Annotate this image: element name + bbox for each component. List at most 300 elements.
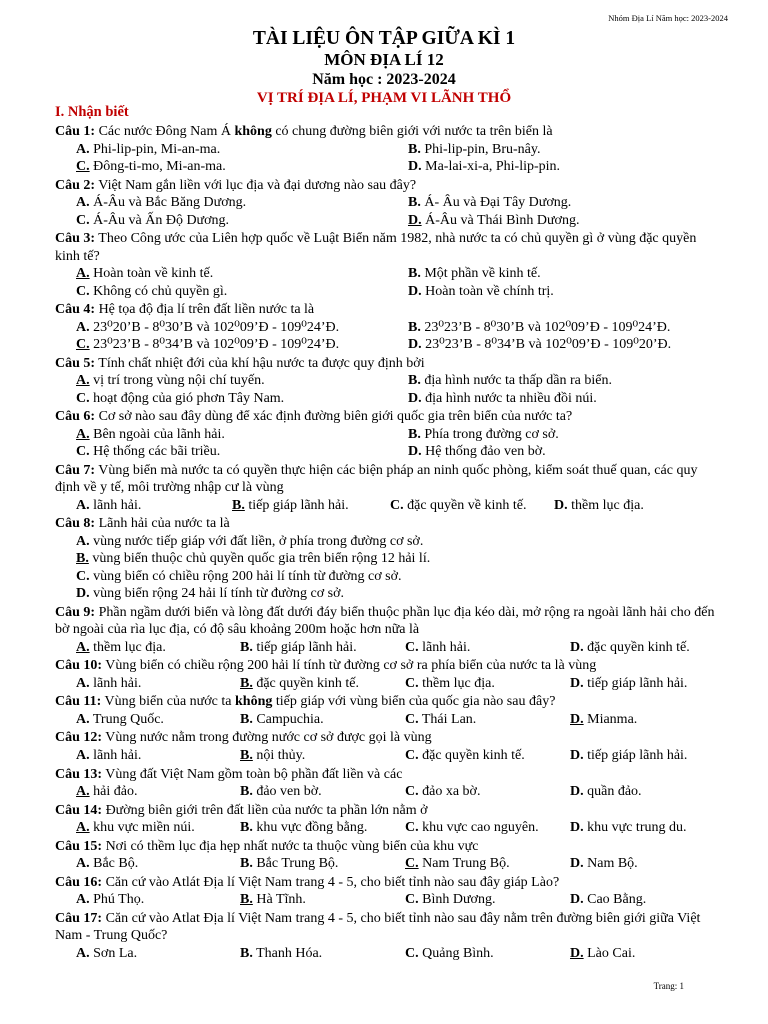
correct-option-letter: A. [76, 373, 90, 389]
answer-options [55, 945, 717, 962]
answer-option [240, 945, 405, 962]
answer-options [55, 194, 717, 229]
option-text: tiếp giáp lãnh hải. [583, 675, 688, 691]
answer-option [76, 819, 240, 836]
question-text: Việt Nam gắn liền với lục địa và đại dương nào sau đây? [95, 177, 417, 193]
option-letter: B. [240, 711, 253, 727]
option-text: Ma-lai-xi-a, Phi-lip-pin. [421, 159, 561, 175]
option-letter: D. [570, 820, 584, 836]
correct-option-letter: D. [570, 711, 584, 727]
option-letter: B. [240, 820, 253, 836]
answer-option [408, 336, 738, 353]
option-text: địa hình nước ta nhiều đồi núi. [421, 390, 597, 406]
option-text: 23⁰23’B - 8⁰34’B và 102⁰09’Đ - 109⁰24’Đ. [89, 337, 340, 353]
option-text: thềm lục địa. [89, 639, 166, 655]
correct-option-letter: A. [76, 784, 90, 799]
option-letter: A. [76, 675, 90, 691]
answer-option [570, 675, 738, 692]
answer-option [405, 711, 570, 728]
answer-option [570, 639, 738, 656]
question-stem [55, 693, 717, 710]
answer-option [408, 212, 738, 229]
option-letter: D. [570, 747, 584, 763]
question-text: Theo Công ước của Liên hợp quốc về Luật Biển năm 1982, nhà nước ta có chủ quyền gì ở vùng đặc quyền kinh tế? [55, 231, 697, 264]
question-number: Câu 17: [55, 911, 103, 927]
correct-option-letter: B. [240, 747, 253, 763]
option-letter: B. [408, 195, 421, 211]
option-text: 23⁰20’B - 8⁰30’B và 102⁰09’Đ - 109⁰24’Đ. [89, 319, 340, 335]
correct-option-letter: B. [76, 551, 89, 567]
option-letter: C. [76, 568, 90, 584]
question [55, 462, 717, 514]
option-text: đảo xa bờ. [418, 784, 481, 799]
option-letter: C. [76, 444, 90, 460]
option-letter: A. [76, 945, 90, 961]
option-letter: C. [76, 212, 90, 228]
answer-options [55, 639, 717, 656]
school-year: Năm học : 2023-2024 [312, 71, 456, 88]
option-text: Đông-ti-mo, Mi-an-ma. [89, 159, 226, 175]
option-letter: B. [408, 426, 421, 442]
option-letter: D. [570, 892, 584, 908]
answer-option [240, 891, 405, 908]
option-text: vùng biển có chiều rộng 200 hải lí tính từ đường cơ sở. [89, 568, 402, 584]
answer-option [570, 783, 738, 800]
option-text: Hệ thống đảo ven bờ. [421, 444, 546, 460]
question-stem [55, 515, 717, 532]
option-text: Một phần về kinh tế. [420, 266, 541, 282]
question-text: Nơi có thềm lục địa hẹp nhất nước ta thuộc vùng biển của khu vực [102, 838, 479, 854]
answer-option [408, 443, 738, 460]
option-letter: A. [76, 533, 90, 549]
option-letter: D. [408, 159, 422, 175]
option-text: Phía trong đường cơ sở. [420, 426, 559, 442]
answer-option [76, 891, 240, 908]
answer-options [55, 319, 717, 354]
option-text: Phi-lip-pin, Bru-nây. [420, 141, 541, 157]
option-text: Campuchia. [252, 711, 324, 727]
answer-option [76, 945, 240, 962]
answer-option [405, 675, 570, 692]
option-letter: D. [408, 283, 422, 299]
option-text: khu vực đồng bằng. [252, 820, 368, 836]
question-stem [55, 802, 717, 819]
question [55, 355, 717, 407]
option-letter: D. [570, 784, 584, 799]
question-text: Căn cứ vào Atlát Địa lí Việt Nam trang 4 - 5, cho biết tỉnh nào sau đây giáp Lào? [102, 874, 560, 890]
question-stem [55, 123, 717, 140]
answer-option [76, 783, 240, 800]
answer-option [570, 945, 738, 962]
question [55, 729, 717, 764]
answer-options [55, 891, 717, 908]
option-text: Phi-lip-pin, Mi-an-ma. [89, 141, 221, 157]
option-letter: B. [408, 319, 421, 335]
option-text: Bình Dương. [418, 892, 496, 908]
question-stem [55, 729, 717, 746]
answer-option [76, 443, 408, 460]
question-text: Căn cứ vào Atlat Địa lí Việt Nam trang 4 - 5, cho biết tỉnh nào sau đây nằm trên đường biên giới giữa Việt Nam - Trung Quốc? [55, 911, 701, 944]
option-letter: B. [408, 141, 421, 157]
document-title: TÀI LIỆU ÔN TẬP GIỮA KÌ 1 [252, 28, 516, 49]
option-text: Thái Lan. [418, 711, 477, 727]
question-number: Câu 7: [55, 462, 96, 478]
answer-options [55, 533, 717, 603]
option-text: địa hình nước ta thấp dần ra biển. [420, 373, 612, 389]
option-letter: B. [408, 266, 421, 282]
answer-option [76, 747, 240, 764]
answer-option [408, 141, 738, 158]
question [55, 408, 717, 460]
option-text: Thanh Hóa. [252, 945, 323, 961]
answer-options [55, 747, 717, 764]
option-text: khu vực cao nguyên. [418, 820, 539, 836]
answer-option [405, 891, 570, 908]
answer-option [232, 497, 390, 514]
question-emphasis: không [235, 694, 273, 710]
answer-option [76, 319, 408, 336]
option-letter: B. [240, 856, 253, 872]
question [55, 230, 717, 300]
option-letter: C. [405, 892, 419, 908]
option-text: 23⁰23’B - 8⁰30’B và 102⁰09’Đ - 109⁰24’Đ. [420, 319, 671, 335]
correct-option-letter: C. [76, 159, 90, 175]
question-stem [55, 301, 717, 318]
option-text: Á- Âu và Đại Tây Dương. [420, 195, 572, 211]
option-letter: C. [405, 820, 419, 836]
question-text: Đường biên giới trên đất liền của nước ta phần lớn nằm ở [102, 802, 428, 818]
question-stem [55, 177, 717, 194]
question-number: Câu 3: [55, 231, 96, 247]
correct-option-letter: B. [240, 675, 253, 691]
question-number: Câu 10: [55, 658, 103, 674]
option-text: Bắc Bộ. [89, 856, 139, 872]
option-letter: D. [76, 586, 90, 602]
answer-option [76, 675, 240, 692]
option-text: Á-Âu và Bắc Băng Dương. [89, 195, 247, 211]
answer-option [240, 639, 405, 656]
option-text: khu vực trung du. [583, 820, 687, 836]
option-letter: A. [76, 711, 90, 727]
option-text: lãnh hải. [89, 747, 142, 763]
question-text: Vùng nước nằm trong đường nước cơ sở được gọi là vùng [102, 730, 432, 746]
page-header: Nhóm Địa Lí Năm học: 2023-2024 [608, 13, 728, 23]
answer-option [76, 141, 408, 158]
question [55, 301, 717, 353]
option-letter: C. [405, 945, 419, 961]
option-text: Hệ thống các bãi triều. [89, 444, 221, 460]
option-text: Quảng Bình. [418, 945, 494, 961]
answer-option [76, 855, 240, 872]
topic-title: VỊ TRÍ ĐỊA LÍ, PHẠM VI LÃNH THỔ [256, 90, 512, 106]
question-stem [55, 604, 717, 639]
answer-option [76, 711, 240, 728]
question-text: Vùng biển có chiều rộng 200 hải lí tính từ đường cơ sở ra phía biển của nước ta là vùng [102, 658, 597, 674]
option-letter: A. [76, 747, 90, 763]
option-text: Bắc Trung Bộ. [252, 856, 339, 872]
correct-option-letter: B. [232, 497, 245, 513]
answer-option [76, 212, 408, 229]
answer-option [76, 639, 240, 656]
answer-option [408, 319, 738, 336]
answer-option [240, 711, 405, 728]
question-text: có chung đường biên giới với nước ta trên biển là [271, 124, 553, 140]
question-number: Câu 13: [55, 766, 103, 782]
answer-option [240, 675, 405, 692]
option-text: tiếp giáp lãnh hải. [244, 497, 349, 513]
question-stem [55, 657, 717, 674]
question-stem [55, 838, 717, 855]
answer-option [76, 390, 408, 407]
option-text: đặc quyền kinh tế. [418, 747, 525, 763]
question-number: Câu 5: [55, 355, 96, 371]
option-letter: D. [570, 639, 584, 655]
answer-option [240, 855, 405, 872]
question-stem [55, 874, 717, 891]
question [55, 874, 717, 909]
answer-option [408, 194, 738, 211]
option-text: Trung Quốc. [89, 711, 164, 727]
question-text: Vùng đất Việt Nam gồm toàn bộ phần đất liền và các [102, 766, 403, 782]
option-text: lãnh hải. [418, 639, 471, 655]
option-letter: C. [405, 639, 419, 655]
option-letter: D. [554, 497, 568, 513]
option-letter: C. [76, 283, 90, 299]
answer-option [76, 194, 408, 211]
option-text: Hoàn toàn về kinh tế. [89, 266, 214, 282]
answer-option [408, 265, 738, 282]
question-list [55, 104, 717, 962]
answer-options [55, 497, 717, 514]
answer-options [55, 819, 717, 836]
question-text: Tính chất nhiệt đới của khí hậu nước ta được quy định bởi [95, 355, 425, 371]
question-number: Câu 9: [55, 604, 96, 620]
answer-option [76, 533, 717, 550]
question [55, 515, 717, 602]
option-text: quần đảo. [583, 784, 642, 799]
option-letter: B. [240, 784, 253, 799]
option-text: khu vực miền núi. [89, 820, 195, 836]
option-text: thềm lục địa. [418, 675, 495, 691]
answer-option [570, 711, 738, 728]
option-text: Phú Thọ. [89, 892, 145, 908]
question-text: Vùng biển mà nước ta có quyền thực hiện các biện pháp an ninh quốc phòng, kiểm soát thuế quan, các quy định về y tế, môi trường nhập cư là vùng [55, 462, 698, 496]
question-number: Câu 15: [55, 838, 103, 854]
option-letter: C. [390, 497, 404, 513]
correct-option-letter: D. [570, 945, 584, 961]
option-text: Á-Âu và Ấn Độ Dương. [89, 212, 230, 228]
question [55, 693, 717, 728]
option-text: đặc quyền kinh tế. [252, 675, 359, 691]
option-letter: C. [76, 390, 90, 406]
answer-option [570, 747, 738, 764]
option-text: đặc quyền về kinh tế. [403, 497, 527, 513]
option-letter: C. [405, 784, 419, 799]
document-titles [0, 28, 768, 108]
correct-option-letter: A. [76, 426, 90, 442]
answer-option [76, 265, 408, 282]
option-text: Cao Bằng. [583, 892, 647, 908]
option-letter: C. [405, 711, 419, 727]
option-text: Không có chủ quyền gì. [89, 283, 228, 299]
answer-option [240, 783, 405, 800]
option-letter: A. [76, 141, 90, 157]
option-text: Mianma. [583, 711, 638, 727]
question [55, 838, 717, 873]
option-text: tiếp giáp lãnh hải. [252, 639, 357, 655]
answer-option [408, 390, 738, 407]
question-text: Phần ngầm dưới biển và lòng đất dưới đáy biển thuộc phần lục địa kéo dài, mở rộng ra ngoài lãnh hải cho đến bờ ngoài của rìa lục địa, có độ sâu khoảng 200m hoặc hơn nữa là [55, 604, 715, 638]
answer-option [76, 158, 408, 175]
answer-option [405, 855, 570, 872]
option-text: vùng biển rộng 24 hải lí tính từ đường cơ sở. [89, 586, 344, 602]
answer-options [55, 711, 717, 728]
option-text: lãnh hải. [89, 675, 142, 691]
option-text: 23⁰23’B - 8⁰34’B và 102⁰09’Đ - 109⁰20’Đ. [421, 337, 672, 353]
answer-option [390, 497, 554, 514]
option-text: Á-Âu và Thái Bình Dương. [421, 212, 580, 228]
option-letter: D. [570, 675, 584, 691]
question [55, 802, 717, 837]
option-text: Bên ngoài của lãnh hải. [89, 426, 225, 442]
option-text: Sơn La. [89, 945, 138, 961]
question-stem [55, 230, 717, 265]
question-number: Câu 4: [55, 302, 96, 318]
answer-option [76, 550, 717, 567]
question-text: Cơ sở nào sau đây dùng để xác định đường biên giới quốc gia trên biển của nước ta? [95, 409, 573, 425]
answer-options [55, 141, 717, 176]
option-letter: D. [570, 856, 584, 872]
answer-option [405, 747, 570, 764]
answer-option [76, 372, 408, 389]
option-text: thềm lục địa. [567, 497, 644, 513]
answer-option [408, 372, 738, 389]
question-text: Các nước Đông Nam Á [95, 124, 235, 140]
question-text: Hệ tọa độ địa lí trên đất liền nước ta là [95, 302, 315, 318]
question-stem [55, 462, 717, 497]
option-text: lãnh hải. [89, 497, 142, 513]
answer-option [76, 497, 232, 514]
option-text: vùng nước tiếp giáp với đất liền, ở phía trong đường cơ sở. [89, 533, 424, 549]
answer-option [76, 568, 717, 585]
option-letter: D. [408, 337, 422, 353]
correct-option-letter: D. [408, 212, 422, 228]
answer-options [55, 783, 717, 800]
question [55, 910, 717, 962]
question [55, 177, 717, 229]
option-text: hải đảo. [89, 784, 138, 799]
answer-option [408, 283, 738, 300]
question-stem [55, 408, 717, 425]
option-text: Hoàn toàn về chính trị. [421, 283, 554, 299]
option-text: Nam Trung Bộ. [418, 856, 510, 872]
option-text: Hà Tĩnh. [252, 892, 306, 908]
option-letter: D. [408, 444, 422, 460]
question [55, 766, 717, 801]
answer-option [405, 819, 570, 836]
answer-options [55, 675, 717, 692]
correct-option-letter: A. [76, 639, 90, 655]
option-text: vị trí trong vùng nội chí tuyến. [89, 373, 265, 389]
option-text: Nam Bộ. [583, 856, 638, 872]
answer-option [405, 783, 570, 800]
question-number: Câu 2: [55, 177, 96, 193]
question-number: Câu 12: [55, 730, 103, 746]
option-letter: A. [76, 319, 90, 335]
question [55, 604, 717, 656]
answer-option [240, 819, 405, 836]
option-text: tiếp giáp lãnh hải. [583, 747, 688, 763]
option-text: hoạt động của gió phơn Tây Nam. [89, 390, 285, 406]
answer-option [76, 283, 408, 300]
question-text: tiếp giáp với vùng biển của quốc gia nào sau đây? [272, 694, 556, 710]
option-text: nội thủy. [252, 747, 306, 763]
answer-option [570, 819, 738, 836]
question-stem [55, 766, 717, 783]
question-text: Vùng biển của nước ta [101, 694, 235, 710]
question [55, 123, 717, 175]
question-stem [55, 355, 717, 372]
question-stem [55, 910, 717, 945]
option-text: Lào Cai. [583, 945, 636, 961]
answer-option [405, 945, 570, 962]
option-letter: B. [408, 373, 421, 389]
answer-options [55, 426, 717, 461]
question-number: Câu 11: [55, 694, 102, 710]
option-letter: B. [240, 639, 253, 655]
option-text: đảo ven bờ. [252, 784, 322, 799]
question-emphasis: không [234, 124, 272, 140]
question-number: Câu 16: [55, 874, 103, 890]
correct-option-letter: B. [240, 892, 253, 908]
answer-option [76, 336, 408, 353]
answer-options [55, 265, 717, 300]
option-letter: A. [76, 195, 90, 211]
answer-option [76, 585, 717, 602]
correct-option-letter: C. [405, 856, 419, 872]
answer-option [408, 426, 738, 443]
option-letter: A. [76, 892, 90, 908]
question [55, 657, 717, 692]
answer-option [408, 158, 738, 175]
correct-option-letter: C. [76, 337, 90, 353]
option-letter: A. [76, 856, 90, 872]
answer-option [570, 891, 738, 908]
answer-option [570, 855, 738, 872]
correct-option-letter: A. [76, 266, 90, 282]
answer-options [55, 855, 717, 872]
option-text: đặc quyền kinh tế. [583, 639, 690, 655]
question-text: Lãnh hải của nước ta là [95, 516, 230, 532]
question-number: Câu 8: [55, 516, 96, 532]
option-letter: A. [76, 497, 90, 513]
answer-option [554, 497, 738, 514]
question-number: Câu 1: [55, 124, 96, 140]
correct-option-letter: A. [76, 820, 90, 836]
section-heading: I. Nhận biết [55, 104, 129, 120]
option-letter: C. [405, 747, 419, 763]
answer-option [405, 639, 570, 656]
option-text: vùng biển thuộc chủ quyền quốc gia trên biển rộng 12 hải lí. [88, 551, 431, 567]
answer-option [76, 426, 408, 443]
question-number: Câu 14: [55, 802, 103, 818]
subject-title: MÔN ĐỊA LÍ 12 [324, 50, 444, 69]
question-number: Câu 6: [55, 409, 96, 425]
option-letter: C. [405, 675, 419, 691]
answer-option [240, 747, 405, 764]
option-letter: B. [240, 945, 253, 961]
answer-options [55, 372, 717, 407]
